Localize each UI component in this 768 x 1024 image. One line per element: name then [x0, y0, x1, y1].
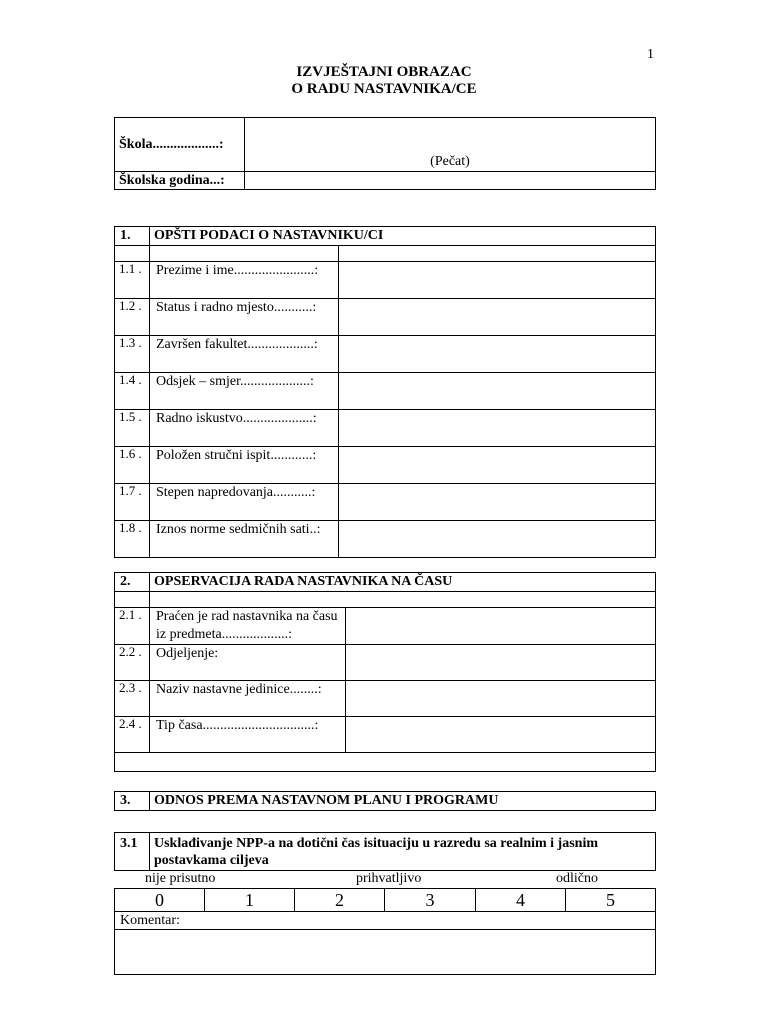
section-1-number: 1. — [115, 227, 150, 246]
section-3-1-question: Usklađivanje NPP-a na dotični čas isituaciju u razredu sa realnim i jasnim postavkama ciljeva — [150, 833, 656, 871]
school-year-field[interactable] — [245, 172, 656, 190]
faculty-field[interactable] — [339, 336, 656, 373]
section-3-table — [114, 791, 656, 811]
weekly-hours-field[interactable] — [339, 521, 656, 558]
table-row — [115, 373, 656, 410]
section-3-1-table — [114, 832, 656, 871]
department-field[interactable] — [339, 373, 656, 410]
row-number: 2.4 . — [115, 717, 150, 753]
row-label: Stepen napredovanja...........: — [150, 484, 339, 521]
rating-option-0[interactable]: 0 — [115, 889, 205, 912]
rating-option-2[interactable]: 2 — [295, 889, 385, 912]
form-title-line2: O RADU NASTAVNIKA/CE — [291, 81, 477, 97]
blank-cell — [339, 246, 656, 262]
row-label: Iznos norme sedmičnih sati..: — [150, 521, 339, 558]
row-label: Naziv nastavne jedinice........: — [150, 681, 346, 717]
status-field[interactable] — [339, 299, 656, 336]
section-3-number: 3. — [115, 792, 150, 811]
section-1-title: OPŠTI PODACI O NASTAVNIKU/CI — [150, 227, 656, 246]
table-row — [115, 447, 656, 484]
row-number: 2.3 . — [115, 681, 150, 717]
school-year-label: Školska godina...: — [115, 172, 245, 190]
rating-option-1[interactable]: 1 — [205, 889, 295, 912]
rating-option-5[interactable]: 5 — [566, 889, 656, 912]
table-row — [115, 262, 656, 299]
row-number: 1.2 . — [115, 299, 150, 336]
table-row — [115, 484, 656, 521]
row-number: 1.7 . — [115, 484, 150, 521]
exam-field[interactable] — [339, 447, 656, 484]
row-number: 1.1 . — [115, 262, 150, 299]
row-number: 1.4 . — [115, 373, 150, 410]
form-title-line1: IZVJEŠTAJNI OBRAZAC — [296, 64, 472, 80]
row-number: 1.5 . — [115, 410, 150, 447]
row-label: Radno iskustvo....................: — [150, 410, 339, 447]
table-row — [115, 299, 656, 336]
school-label: Škola...................: — [115, 118, 245, 172]
row-label: Položen stručni ispit............: — [150, 447, 339, 484]
school-info-table — [114, 117, 656, 190]
table-row — [115, 521, 656, 558]
section-1-table — [114, 226, 656, 558]
section-3-1-number: 3.1 — [115, 833, 150, 871]
page-number: 1 — [647, 47, 654, 62]
row-number: 1.8 . — [115, 521, 150, 558]
section-2-title: OPSERVACIJA RADA NASTAVNIKA NA ČASU — [150, 573, 656, 592]
section-2-table — [114, 572, 656, 772]
blank-cell — [115, 753, 656, 772]
lesson-type-field[interactable] — [346, 717, 656, 753]
rating-option-3[interactable]: 3 — [385, 889, 476, 912]
row-number: 1.6 . — [115, 447, 150, 484]
table-row — [115, 645, 656, 681]
table-row — [115, 717, 656, 753]
scale-label-low: nije prisutno — [145, 871, 216, 886]
row-label: Status i radno mjesto...........: — [150, 299, 339, 336]
row-number: 2.2 . — [115, 645, 150, 681]
blank-cell — [150, 592, 656, 608]
lesson-unit-field[interactable] — [346, 681, 656, 717]
row-number: 2.1 . — [115, 608, 150, 645]
rating-scale-table — [114, 888, 656, 975]
blank-cell — [115, 592, 150, 608]
subject-field[interactable] — [346, 608, 656, 645]
comment-label: Komentar: — [115, 912, 656, 930]
section-3-title: ODNOS PREMA NASTAVNOM PLANU I PROGRAMU — [150, 792, 656, 811]
scale-label-high: odlično — [556, 871, 598, 886]
table-row — [115, 681, 656, 717]
table-row — [115, 608, 656, 645]
blank-cell — [150, 246, 339, 262]
section-2-number: 2. — [115, 573, 150, 592]
row-label: Završen fakultet...................: — [150, 336, 339, 373]
row-label: Praćen je rad nastavnika na času iz predmeta...................: — [150, 608, 346, 645]
scale-labels — [114, 871, 656, 888]
stamp-field[interactable] — [245, 118, 656, 172]
form-title — [0, 64, 768, 98]
row-label: Odjeljenje: — [150, 645, 346, 681]
stamp-label: (Pečat) — [430, 154, 470, 169]
experience-field[interactable] — [339, 410, 656, 447]
table-row — [115, 336, 656, 373]
row-label: Prezime i ime.......................: — [150, 262, 339, 299]
surname-name-field[interactable] — [339, 262, 656, 299]
blank-cell — [115, 246, 150, 262]
scale-label-mid: prihvatljivo — [356, 871, 422, 886]
row-label: Odsjek – smjer....................: — [150, 373, 339, 410]
class-field[interactable] — [346, 645, 656, 681]
row-label: Tip časa................................: — [150, 717, 346, 753]
rating-option-4[interactable]: 4 — [476, 889, 566, 912]
promotion-field[interactable] — [339, 484, 656, 521]
table-row — [115, 410, 656, 447]
comment-field[interactable] — [115, 930, 656, 975]
row-number: 1.3 . — [115, 336, 150, 373]
